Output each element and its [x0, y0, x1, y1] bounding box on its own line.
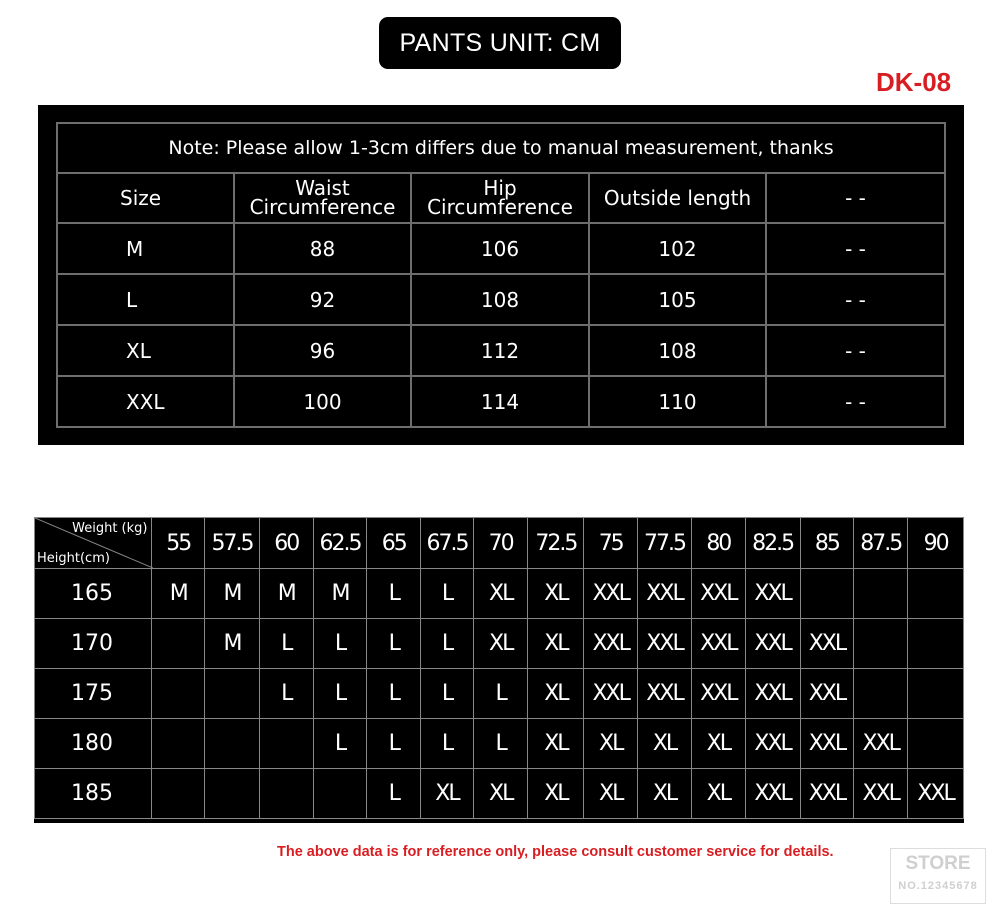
weight-header-cell: 55 — [152, 518, 205, 569]
measurement-cell: 110 — [589, 376, 766, 427]
size-recommendation-cell: XXL — [745, 569, 800, 619]
size-recommendation-cell: XXL — [691, 669, 745, 719]
measurement-panel — [38, 105, 964, 445]
measurement-cell: - - — [766, 223, 945, 274]
measurement-header-row — [57, 173, 945, 223]
size-recommendation-cell: XL — [691, 719, 745, 769]
size-recommendation-cell: XL — [528, 719, 584, 769]
size-recommendation-cell — [854, 669, 908, 719]
height-cell: 185 — [35, 769, 152, 819]
size-recommendation-cell: XL — [421, 769, 474, 819]
size-recommendation-cell: L — [367, 619, 421, 669]
watermark-line1: STORE — [905, 853, 971, 874]
measurement-header-text: Hip — [483, 176, 517, 200]
height-row — [35, 769, 964, 819]
size-recommendation-cell — [152, 769, 205, 819]
size-recommendation-cell — [259, 769, 313, 819]
size-recommendation-cell: L — [473, 669, 528, 719]
size-recommendation-cell — [908, 719, 964, 769]
weight-header-cell: 60 — [259, 518, 313, 569]
size-recommendation-cell — [205, 669, 260, 719]
measurement-cell: 114 — [411, 376, 589, 427]
measurement-header-cell — [57, 173, 234, 223]
model-code: DK-08 — [876, 67, 952, 97]
measurement-header-text: Waist — [295, 176, 350, 200]
size-recommendation-cell: XL — [638, 719, 692, 769]
size-recommendation-cell: XXL — [691, 569, 745, 619]
size-recommendation-cell — [800, 569, 854, 619]
size-recommendation-cell: XL — [473, 569, 528, 619]
weight-header-cell: 72.5 — [528, 518, 584, 569]
size-chart-table — [34, 517, 964, 819]
size-recommendation-cell — [908, 619, 964, 669]
size-cell: XXL — [57, 376, 234, 427]
size-recommendation-cell: XL — [473, 769, 528, 819]
height-row — [35, 719, 964, 769]
measurement-cell: - - — [766, 325, 945, 376]
size-recommendation-cell: XXL — [584, 619, 638, 669]
size-recommendation-cell: XXL — [800, 669, 854, 719]
weight-header-cell: 77.5 — [638, 518, 692, 569]
size-recommendation-cell: XXL — [584, 569, 638, 619]
size-chart-panel — [34, 517, 964, 823]
size-recommendation-cell: XXL — [800, 719, 854, 769]
weight-header-cell: 90 — [908, 518, 964, 569]
weight-header-cell: 62.5 — [313, 518, 367, 569]
measurement-cell: 88 — [234, 223, 411, 274]
size-recommendation-cell: L — [421, 719, 474, 769]
measurement-header-cell — [411, 173, 589, 223]
size-recommendation-cell — [205, 719, 260, 769]
weight-axis-label: Weight (kg) — [72, 521, 148, 536]
size-recommendation-cell: XL — [528, 569, 584, 619]
size-recommendation-cell: L — [313, 619, 367, 669]
measurement-row — [57, 376, 945, 427]
size-recommendation-cell: L — [367, 569, 421, 619]
size-recommendation-cell: XL — [528, 619, 584, 669]
unit-badge — [379, 17, 621, 69]
measurement-header-cell — [589, 173, 766, 223]
size-recommendation-cell: XXL — [745, 619, 800, 669]
size-recommendation-cell: L — [473, 719, 528, 769]
size-recommendation-cell — [205, 769, 260, 819]
size-recommendation-cell: XXL — [800, 769, 854, 819]
size-recommendation-cell: M — [259, 569, 313, 619]
size-recommendation-cell: XXL — [638, 669, 692, 719]
size-recommendation-cell — [854, 619, 908, 669]
size-recommendation-cell: L — [313, 669, 367, 719]
measurement-body — [57, 223, 945, 427]
size-recommendation-cell: XL — [584, 719, 638, 769]
height-axis-label: Height(cm) — [37, 551, 110, 566]
size-recommendation-cell: XXL — [908, 769, 964, 819]
size-recommendation-cell — [152, 669, 205, 719]
measurement-header-text: Circumference — [249, 195, 396, 219]
size-recommendation-cell: M — [205, 569, 260, 619]
watermark-line2: NO.12345678 — [898, 880, 978, 892]
weight-header-cell: 85 — [800, 518, 854, 569]
weight-header-cell: 67.5 — [421, 518, 474, 569]
measurement-cell: 96 — [234, 325, 411, 376]
height-cell: 180 — [35, 719, 152, 769]
measurement-cell: 106 — [411, 223, 589, 274]
size-recommendation-cell: L — [313, 719, 367, 769]
size-recommendation-cell: L — [367, 769, 421, 819]
measurement-table — [56, 122, 946, 428]
size-recommendation-cell — [152, 719, 205, 769]
unit-label: PANTS UNIT: CM — [399, 28, 601, 57]
size-recommendation-cell: XXL — [638, 619, 692, 669]
height-cell: 165 — [35, 569, 152, 619]
store-watermark — [890, 848, 986, 904]
measurement-cell: - - — [766, 376, 945, 427]
size-recommendation-cell: XL — [473, 619, 528, 669]
measurement-row — [57, 223, 945, 274]
height-cell: 175 — [35, 669, 152, 719]
size-recommendation-cell: XL — [528, 769, 584, 819]
size-recommendation-cell: L — [367, 669, 421, 719]
measurement-cell: 102 — [589, 223, 766, 274]
measurement-cell: 112 — [411, 325, 589, 376]
weight-header-row — [35, 518, 964, 569]
size-recommendation-cell: XXL — [745, 719, 800, 769]
height-row — [35, 569, 964, 619]
size-recommendation-cell: XXL — [854, 769, 908, 819]
size-cell: L — [57, 274, 234, 325]
size-recommendation-cell: XL — [584, 769, 638, 819]
size-recommendation-cell — [854, 569, 908, 619]
measurement-header-text: Outside length — [603, 185, 752, 210]
size-recommendation-cell: L — [421, 569, 474, 619]
measurement-row — [57, 274, 945, 325]
size-recommendation-cell — [152, 619, 205, 669]
size-recommendation-cell: XXL — [745, 669, 800, 719]
weight-header-cell: 75 — [584, 518, 638, 569]
size-recommendation-cell: XXL — [691, 619, 745, 669]
weight-header-cell: 70 — [473, 518, 528, 569]
size-recommendation-cell: XXL — [638, 569, 692, 619]
measurement-cell: 105 — [589, 274, 766, 325]
size-recommendation-cell: XXL — [584, 669, 638, 719]
size-recommendation-cell: XXL — [745, 769, 800, 819]
weight-header-cell: 57.5 — [205, 518, 260, 569]
size-cell: M — [57, 223, 234, 274]
size-recommendation-cell: M — [152, 569, 205, 619]
size-recommendation-cell: L — [421, 619, 474, 669]
axis-corner-cell — [35, 518, 152, 569]
size-recommendation-cell — [908, 569, 964, 619]
height-cell: 170 — [35, 619, 152, 669]
weight-header-cell: 87.5 — [854, 518, 908, 569]
measurement-header-cell — [766, 173, 945, 223]
measurement-cell: 100 — [234, 376, 411, 427]
measurement-header-text: Circumference — [427, 195, 573, 219]
measurement-cell: 108 — [589, 325, 766, 376]
size-recommendation-cell: XL — [528, 669, 584, 719]
size-recommendation-cell — [313, 769, 367, 819]
size-recommendation-cell: XXL — [854, 719, 908, 769]
weight-header-cell: 80 — [691, 518, 745, 569]
disclaimer-text: The above data is for reference only, please consult customer service for details. — [277, 844, 834, 860]
size-recommendation-cell: XXL — [800, 619, 854, 669]
measurement-header-text: Size — [120, 185, 162, 210]
size-recommendation-cell: L — [421, 669, 474, 719]
size-recommendation-cell: L — [259, 619, 313, 669]
size-recommendation-cell: M — [313, 569, 367, 619]
measurement-cell: - - — [766, 274, 945, 325]
weight-header-cell: 65 — [367, 518, 421, 569]
size-recommendation-cell — [908, 669, 964, 719]
measurement-cell: 108 — [411, 274, 589, 325]
size-recommendation-cell: XL — [638, 769, 692, 819]
measurement-note: Note: Please allow 1-3cm differs due to manual measurement, thanks — [57, 123, 945, 173]
size-recommendation-cell — [259, 719, 313, 769]
size-recommendation-cell: M — [205, 619, 260, 669]
measurement-row — [57, 325, 945, 376]
measurement-cell: 92 — [234, 274, 411, 325]
height-row — [35, 619, 964, 669]
size-recommendation-cell: XL — [691, 769, 745, 819]
size-cell: XL — [57, 325, 234, 376]
height-row — [35, 669, 964, 719]
size-recommendation-cell: L — [367, 719, 421, 769]
weight-header-cell: 82.5 — [745, 518, 800, 569]
measurement-header-text: - - — [845, 185, 866, 210]
measurement-header-cell — [234, 173, 411, 223]
size-recommendation-cell: L — [259, 669, 313, 719]
